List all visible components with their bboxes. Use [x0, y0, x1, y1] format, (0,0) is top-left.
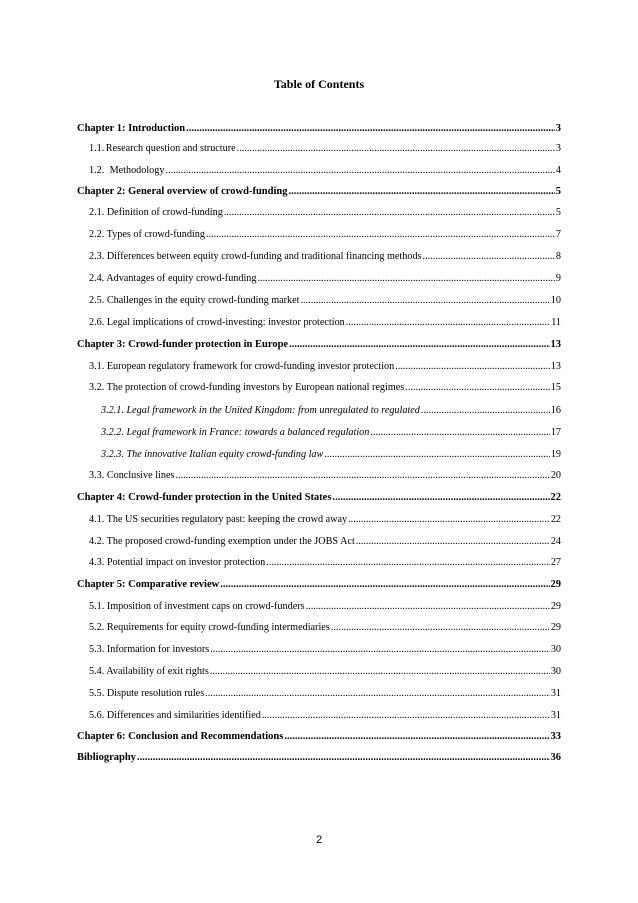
- toc-entry-title: 5.4. Availability of exit rights: [89, 666, 209, 677]
- dot-leader: [331, 622, 550, 634]
- dot-leader: [346, 317, 550, 329]
- toc-entry-title: Chapter 3: Crowd-funder protection in Europe: [77, 339, 289, 350]
- toc-entry-number: 1.2.: [89, 165, 105, 176]
- toc-entry-title: 2.4. Advantages of equity crowd-funding: [89, 273, 257, 284]
- toc-entry-title: Research question and structure: [105, 143, 236, 154]
- dot-leader: [205, 688, 550, 700]
- dot-leader: [210, 666, 550, 678]
- toc-entry[interactable]: [89, 601, 561, 613]
- toc-entry-title: 4.1. The US securities regulatory past: keeping the crowd away: [89, 514, 348, 525]
- toc-entry-title: Chapter 6: Conclusion and Recommendations: [77, 731, 284, 742]
- toc-entry-title: 5.3. Information for investors: [89, 644, 210, 655]
- toc-entry-page: 3: [555, 123, 561, 134]
- toc-entry-title: 5.5. Dispute resolution rules: [89, 688, 205, 699]
- toc-entry-number: 1.1.: [89, 143, 105, 154]
- dot-leader: [266, 557, 550, 569]
- toc-entry-page: 30: [550, 666, 561, 677]
- toc-entry[interactable]: [89, 710, 561, 722]
- toc-entry[interactable]: [89, 207, 561, 219]
- toc-entry-page: 11: [551, 317, 561, 328]
- dot-leader: [262, 710, 550, 722]
- toc-entry-title: Chapter 4: Crowd-funder protection in the United States: [77, 492, 332, 503]
- toc-entry-page: 13: [550, 361, 561, 372]
- toc-entry-title: 4.3. Potential impact on investor protection: [89, 557, 266, 568]
- dot-leader: [370, 427, 549, 439]
- toc-entry[interactable]: [89, 666, 561, 678]
- toc-entry-page: 15: [550, 382, 561, 393]
- toc-entry[interactable]: [101, 427, 561, 439]
- toc-entry-title: Chapter 1: Introduction: [77, 123, 186, 134]
- toc-entry-page: 19: [550, 449, 561, 460]
- dot-leader: [210, 644, 550, 656]
- page-number: 2: [315, 834, 323, 846]
- toc-entry[interactable]: [89, 644, 561, 656]
- toc-chapter-entry[interactable]: [77, 339, 561, 351]
- toc-entry-page: 30: [550, 644, 561, 655]
- toc-entry-page: 27: [550, 557, 561, 568]
- toc-entry-page: 17: [550, 427, 561, 438]
- toc-entry[interactable]: [89, 251, 561, 263]
- toc-entry-page: 24: [550, 536, 561, 547]
- toc-entry[interactable]: [89, 382, 561, 394]
- toc-entry[interactable]: [89, 536, 561, 548]
- toc-entry-title: Methodology: [109, 165, 165, 176]
- toc-entry-title: 3.2.3. The innovative Italian equity crowd-funding law: [101, 449, 324, 460]
- toc-entry-title: 5.2. Requirements for equity crowd-funding intermediaries: [89, 622, 330, 633]
- dot-leader: [206, 229, 555, 241]
- toc-entry-title: 2.1. Definition of crowd-funding: [89, 207, 223, 218]
- dot-leader: [258, 273, 555, 285]
- toc-entry-page: 5: [555, 186, 561, 197]
- toc-entry-page: 5: [555, 207, 561, 218]
- toc-entry[interactable]: [89, 317, 561, 329]
- toc-title: Table of Contents: [273, 77, 365, 91]
- dot-leader: [423, 251, 555, 263]
- toc-entry[interactable]: [89, 361, 561, 373]
- toc-entry-page: 36: [550, 752, 561, 763]
- toc-entry[interactable]: [89, 622, 561, 634]
- toc-entry-page: 16: [550, 405, 561, 416]
- toc-entry-title: Chapter 2: General overview of crowd-funding: [77, 186, 288, 197]
- toc-entry[interactable]: [89, 514, 561, 526]
- toc-entry[interactable]: [89, 557, 561, 569]
- toc-entry[interactable]: [89, 229, 561, 241]
- toc-entry[interactable]: [89, 165, 561, 177]
- toc-entry[interactable]: [89, 470, 561, 482]
- dot-leader: [301, 295, 550, 307]
- toc-entry-page: 4: [555, 165, 561, 176]
- toc-entry-page: 29: [550, 601, 561, 612]
- dot-leader: [288, 186, 554, 198]
- toc-entry-title: 4.2. The proposed crowd-funding exemption under the JOBS Act: [89, 536, 355, 547]
- toc-entry[interactable]: [89, 295, 561, 307]
- toc-entry-title: Chapter 5: Comparative review: [77, 579, 220, 590]
- toc-entry-title: 3.2.1. Legal framework in the United Kingdom: from unregulated to regulated: [101, 405, 420, 416]
- toc-entry-title: 2.3. Differences between equity crowd-funding and traditional financing methods: [89, 251, 422, 262]
- dot-leader: [395, 361, 550, 373]
- toc-chapter-entry[interactable]: [77, 752, 561, 764]
- dot-leader: [324, 449, 550, 461]
- toc-entry-page: 29: [550, 579, 561, 590]
- dot-leader: [405, 382, 550, 394]
- toc-chapter-entry[interactable]: [77, 186, 561, 198]
- dot-leader: [186, 123, 555, 135]
- dot-leader: [175, 470, 549, 482]
- toc-entry-page: 20: [550, 470, 561, 481]
- toc-entry-page: 9: [555, 273, 561, 284]
- dot-leader: [306, 601, 550, 613]
- toc-entry-title: 3.2.2. Legal framework in France: towards a balanced regulation: [101, 427, 370, 438]
- dot-leader: [284, 731, 549, 743]
- toc-entry-page: 29: [550, 622, 561, 633]
- dot-leader: [289, 339, 549, 351]
- toc-chapter-entry[interactable]: [77, 123, 561, 135]
- dot-leader: [237, 143, 555, 155]
- toc-entry-title: 5.6. Differences and similarities identified: [89, 710, 261, 721]
- dot-leader: [356, 536, 550, 548]
- toc-entry[interactable]: [89, 273, 561, 285]
- toc-entry-page: 31: [550, 688, 561, 699]
- toc-entry[interactable]: [101, 449, 561, 461]
- toc-entry-page: 31: [550, 710, 561, 721]
- toc-entry-page: 7: [555, 229, 561, 240]
- toc-entry[interactable]: [101, 405, 561, 417]
- dot-leader: [137, 752, 550, 764]
- dot-leader: [421, 405, 550, 417]
- toc-entry[interactable]: [89, 143, 561, 155]
- toc-entry-page: 22: [550, 514, 561, 525]
- toc-entry-title: 3.2. The protection of crowd-funding investors by European national regimes: [89, 382, 405, 393]
- dot-leader: [220, 579, 549, 591]
- toc-chapter-entry[interactable]: [77, 731, 561, 743]
- toc-chapter-entry[interactable]: [77, 492, 561, 504]
- toc-entry-title: Bibliography: [77, 752, 136, 763]
- toc-chapter-entry[interactable]: [77, 579, 561, 591]
- toc-entry-page: 10: [550, 295, 561, 306]
- toc-entry-page: 22: [550, 492, 561, 503]
- toc-entry-page: 8: [555, 251, 561, 262]
- toc-entry-page: 33: [550, 731, 561, 742]
- dot-leader: [332, 492, 549, 504]
- toc-entry-title: 5.1. Imposition of investment caps on crowd-funders: [89, 601, 305, 612]
- toc-entry-page: 13: [550, 339, 561, 350]
- dot-leader: [348, 514, 550, 526]
- dot-leader: [224, 207, 555, 219]
- toc-entry-page: 3: [555, 143, 561, 154]
- toc-entry-title: 2.2. Types of crowd-funding: [89, 229, 205, 240]
- toc-entry-title: 3.1. European regulatory framework for crowd-funding investor protection: [89, 361, 395, 372]
- toc-entry-title: 2.5. Challenges in the equity crowd-funding market: [89, 295, 300, 306]
- toc-entry-title: 3.3. Conclusive lines: [89, 470, 175, 481]
- toc-entry-title: 2.6. Legal implications of crowd-investing: investor protection: [89, 317, 345, 328]
- toc-entry[interactable]: [89, 688, 561, 700]
- dot-leader: [165, 165, 554, 177]
